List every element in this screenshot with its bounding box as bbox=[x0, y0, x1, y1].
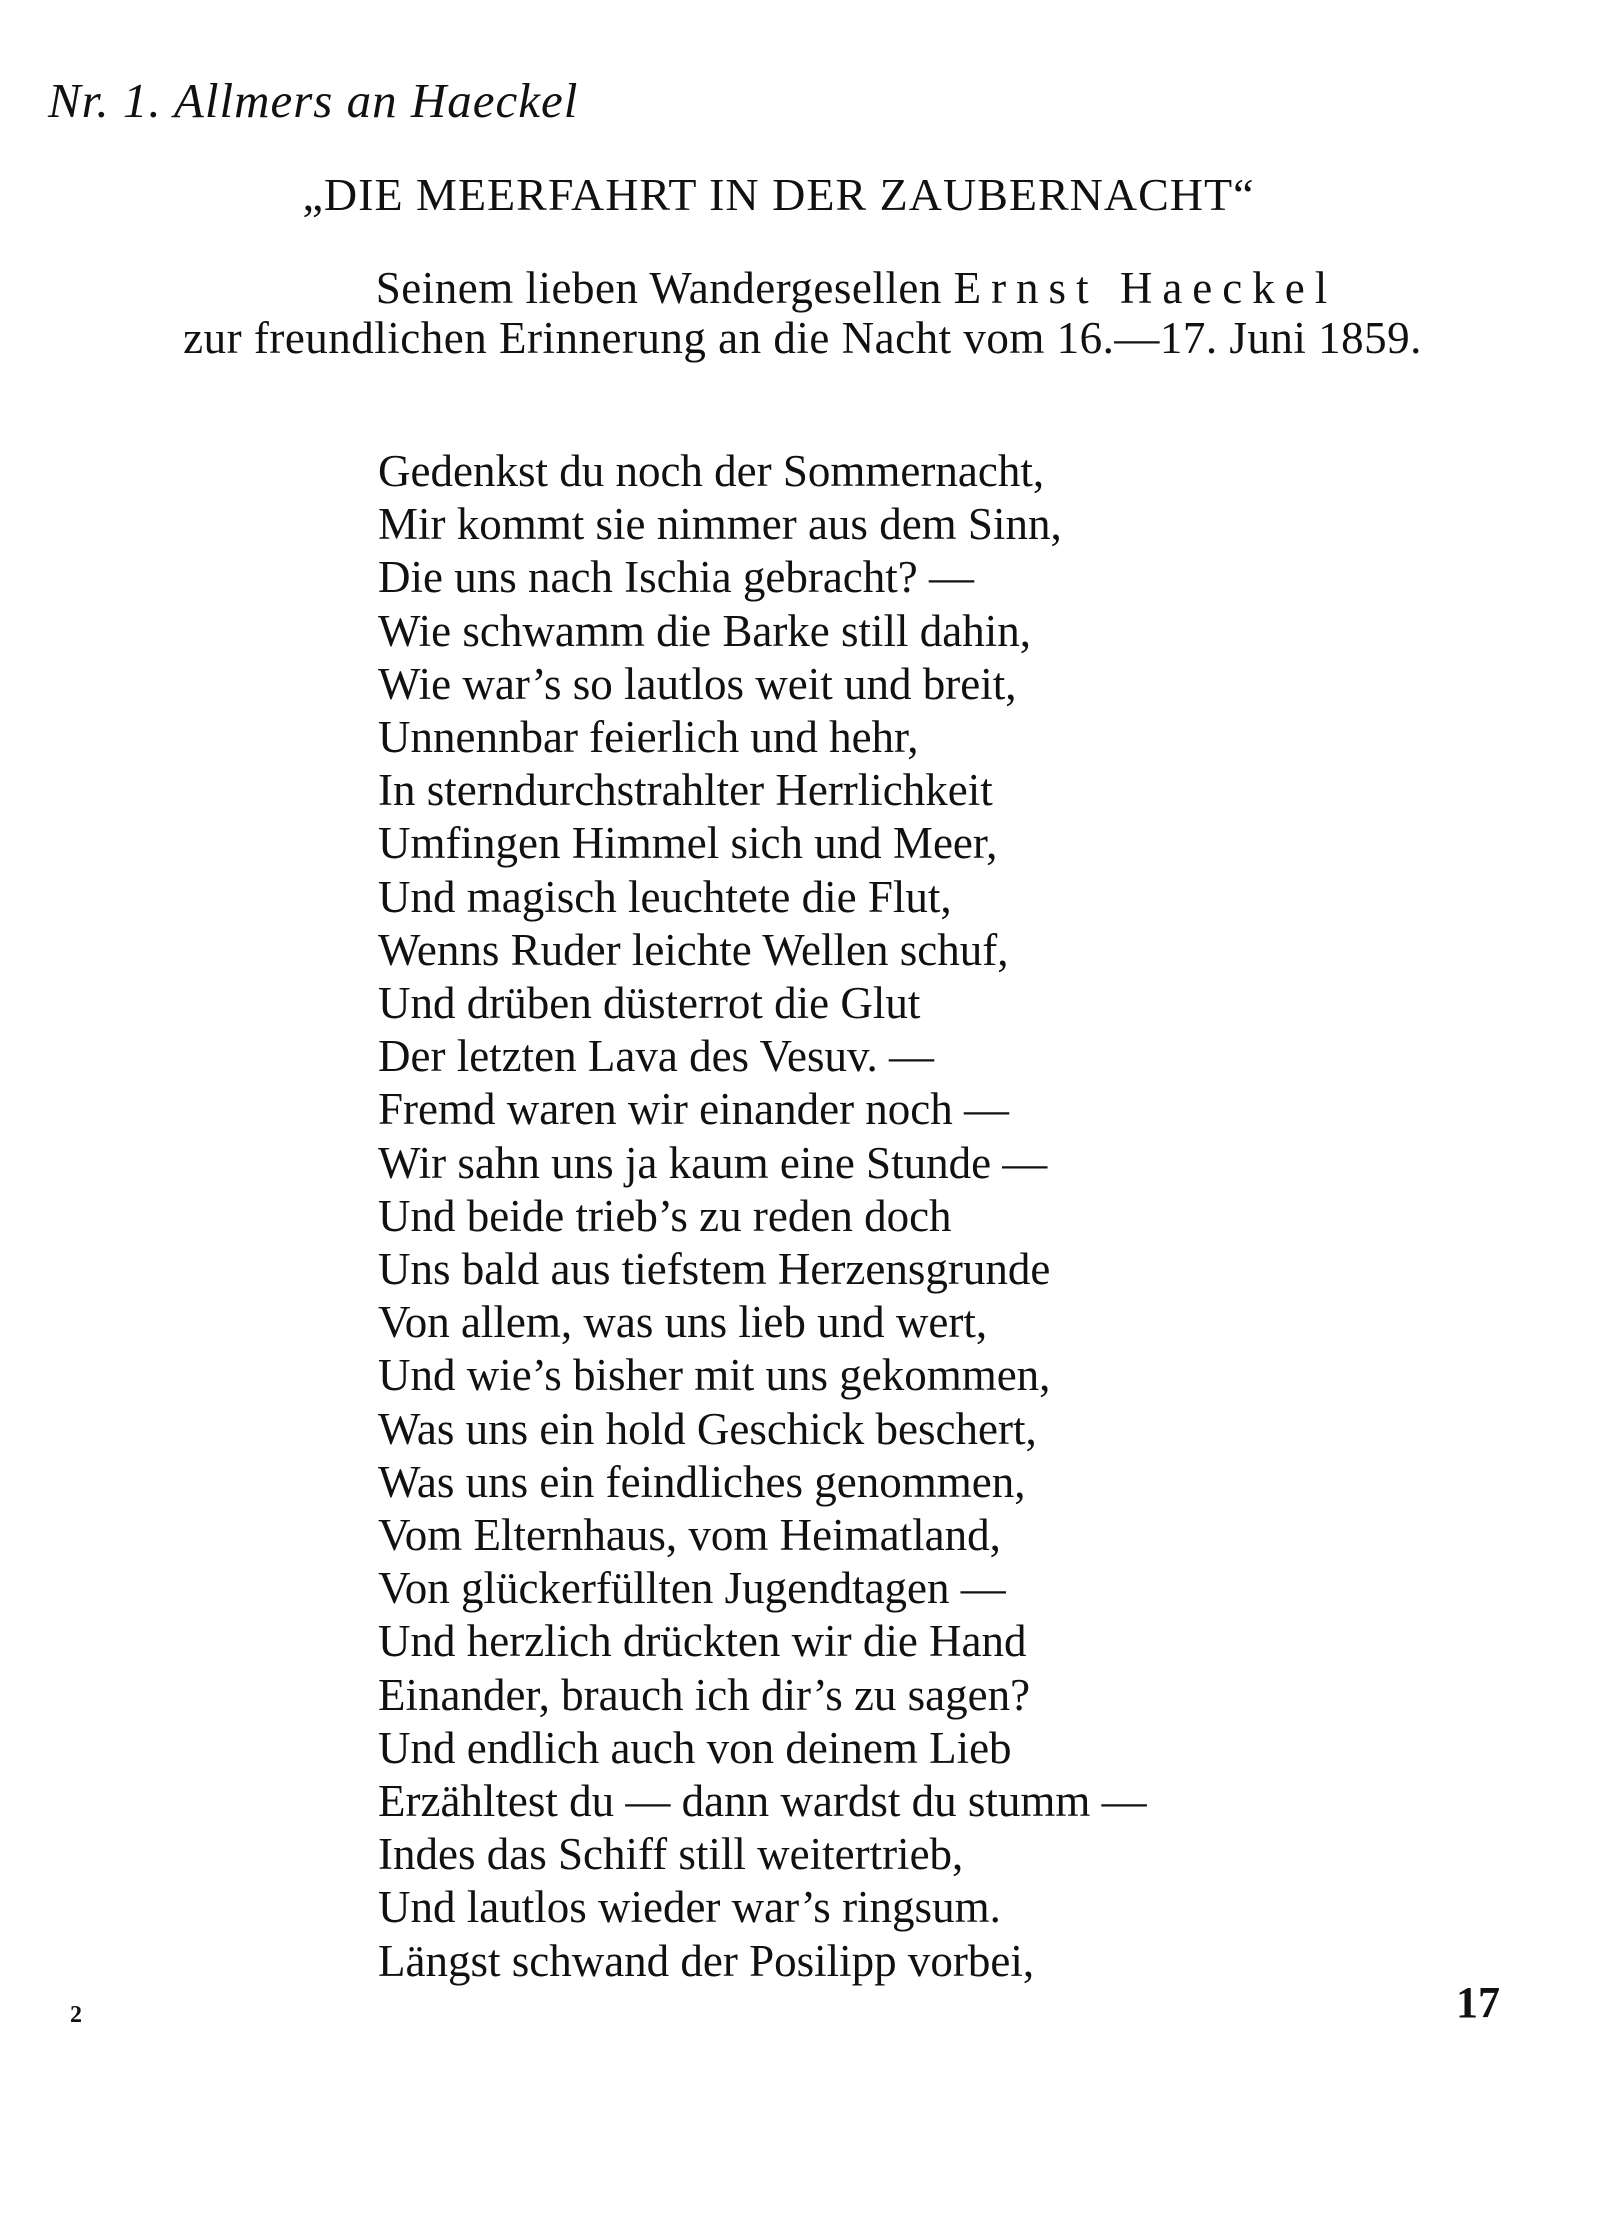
poem-line: Der letzten Lava des Vesuv. — bbox=[378, 1031, 935, 1082]
poem-line: Fremd waren wir einander noch — bbox=[378, 1084, 1010, 1135]
poem-body bbox=[378, 445, 1147, 1988]
dedication-line-2-inner: zur freundlichen Erinnerung an die Nacht vom 16.—17. Juni 1859. bbox=[183, 313, 1422, 363]
poem-line: Unnennbar feierlich und hehr, bbox=[378, 712, 919, 763]
poem-title-text: „DIE MEERFAHRT IN DER ZAUBERNACHT“ bbox=[302, 169, 1255, 220]
poem-line: Und herzlich drückten wir die Hand bbox=[378, 1616, 1027, 1667]
dedication-line-2 bbox=[0, 312, 1621, 364]
poem-line: Wie war’s so lautlos weit und breit, bbox=[378, 658, 1017, 709]
poem-line: Uns bald aus tiefstem Herzensgrunde bbox=[378, 1244, 1051, 1295]
poem-line: Indes das Schiff still weitertrieb, bbox=[378, 1829, 964, 1880]
poem-line: Was uns ein feindliches genommen, bbox=[378, 1456, 1026, 1507]
poem-line: Erzähltest du — dann wardst du stumm — bbox=[378, 1776, 1147, 1827]
poem-title bbox=[0, 168, 1621, 221]
page-number: 17 bbox=[1456, 1978, 1500, 2027]
poem-line: Wenns Ruder leichte Wellen schuf, bbox=[378, 924, 1009, 975]
poem-line: Und endlich auch von deinem Lieb bbox=[378, 1722, 1012, 1773]
poem-line: In sterndurchstrahlter Herrlichkeit bbox=[378, 765, 993, 816]
dedication-name: Ernst Haeckel bbox=[953, 263, 1338, 313]
poem-line: Und lautlos wieder war’s ringsum. bbox=[378, 1882, 1001, 1933]
signature-mark: 2 bbox=[70, 2002, 82, 2028]
poem-line: Die uns nach Ischia gebracht? — bbox=[378, 552, 975, 603]
letter-heading: Nr. 1. Allmers an Haeckel bbox=[48, 73, 579, 128]
poem-line: Einander, brauch ich dir’s zu sagen? bbox=[378, 1669, 1031, 1720]
dedication-line-1-inner bbox=[376, 263, 1337, 313]
poem-line: Vom Elternhaus, vom Heimatland, bbox=[378, 1510, 1001, 1561]
poem-line: Mir kommt sie nimmer aus dem Sinn, bbox=[378, 499, 1062, 550]
dedication-prefix: Seinem lieben Wandergesellen bbox=[375, 263, 954, 313]
poem-line: Umfingen Himmel sich und Meer, bbox=[378, 818, 998, 869]
poem-line: Und drüben düsterrot die Glut bbox=[378, 978, 921, 1029]
poem-line: Was uns ein hold Geschick beschert, bbox=[378, 1403, 1037, 1454]
poem-line: Gedenkst du noch der Sommernacht, bbox=[378, 446, 1045, 496]
poem-line: Und wie’s bisher mit uns gekommen, bbox=[378, 1350, 1051, 1401]
poem-line: Von glückerfüllten Jugendtagen — bbox=[378, 1563, 1006, 1614]
poem-line: Wie schwamm die Barke still dahin, bbox=[378, 605, 1032, 656]
poem-line: Wir sahn uns ja kaum eine Stunde — bbox=[378, 1137, 1048, 1188]
poem-line: Längst schwand der Posilipp vorbei, bbox=[378, 1935, 1035, 1986]
poem-line: Von allem, was uns lieb und wert, bbox=[378, 1297, 988, 1348]
dedication-line-1 bbox=[0, 262, 1621, 314]
poem-line: Und magisch leuchtete die Flut, bbox=[378, 871, 952, 922]
poem-line: Und beide trieb’s zu reden doch bbox=[378, 1190, 952, 1241]
